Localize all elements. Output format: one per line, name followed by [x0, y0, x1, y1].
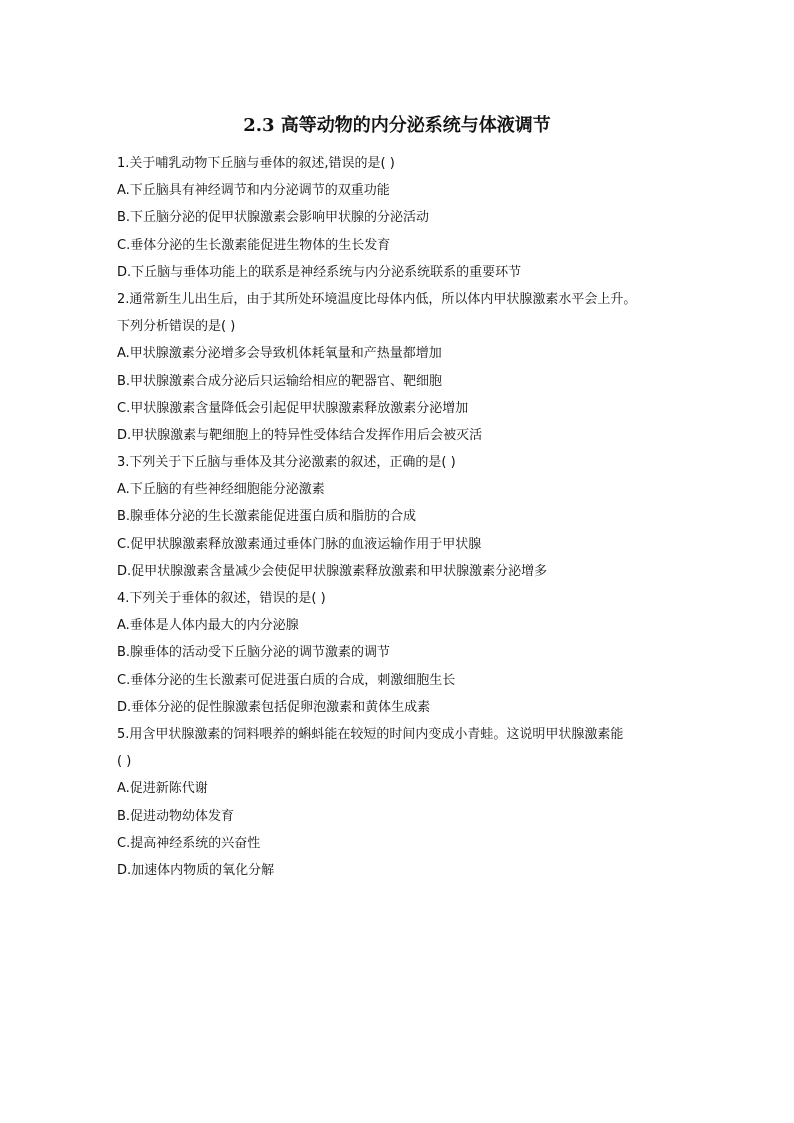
option-b: B.促进动物幼体发育 — [117, 808, 235, 824]
option-c: C.促甲状腺激素释放激素通过垂体门脉的血液运输作用于甲状腺 — [117, 536, 482, 552]
option-c: C.甲状腺激素含量降低会引起促甲状腺激素释放激素分泌增加 — [117, 400, 469, 416]
option-c: C.提高神经系统的兴奋性 — [117, 835, 261, 851]
question-3 — [117, 449, 717, 585]
option-b: B.甲状腺激素合成分泌后只运输给相应的靶器官、靶细胞 — [117, 373, 443, 389]
option-a: A.促进新陈代谢 — [117, 781, 208, 797]
option-c: C.垂体分泌的生长激素可促进蛋白质的合成，刺激细胞生长 — [117, 672, 456, 688]
question-stem: 4.下列关于垂体的叙述，错误的是( ) — [117, 591, 326, 606]
option-d: D.加速体内物质的氧化分解 — [117, 862, 275, 878]
option-b: B.下丘脑分泌的促甲状腺激素会影响甲状腺的分泌活动 — [117, 210, 430, 226]
question-5 — [117, 721, 717, 884]
option-a: A.垂体是人体内最大的内分泌腺 — [117, 618, 299, 634]
option-a: A.甲状腺激素分泌增多会导致机体耗氧量和产热量都增加 — [117, 346, 442, 362]
question-list — [117, 150, 717, 884]
option-d: D.下丘脑与垂体功能上的联系是神经系统与内分泌系统联系的重要环节 — [117, 264, 522, 280]
question-1 — [117, 150, 717, 286]
page-title: 2.3 高等动物的内分泌系统与体液调节 — [243, 115, 551, 136]
option-d: D.甲状腺激素与靶细胞上的特异性受体结合发挥作用后会被灭活 — [117, 427, 483, 443]
question-2 — [117, 286, 717, 449]
question-stem: 5.用含甲状腺激素的饲料喂养的蝌蚪能在较短的时间内变成小青蛙。这说明甲状腺激素能 — [117, 726, 624, 742]
question-stem-continued: ( ) — [117, 754, 132, 770]
option-b: B.腺垂体的活动受下丘脑分泌的调节激素的调节 — [117, 645, 391, 661]
option-a: A.下丘脑的有些神经细胞能分泌激素 — [117, 482, 325, 498]
question-stem: 1.关于哺乳动物下丘脑与垂体的叙述,错误的是( ) — [117, 156, 395, 171]
question-stem: 3.下列关于下丘脑与垂体及其分泌激素的叙述，正确的是( ) — [117, 455, 456, 471]
question-4 — [117, 585, 717, 721]
question-stem-continued: 下列分析错误的是( ) — [117, 319, 236, 335]
question-stem: 2.通常新生儿出生后，由于其所处环境温度比母体内低，所以体内甲状腺激素水平会上升。 — [117, 291, 637, 307]
option-c: C.垂体分泌的生长激素能促进生物体的生长发育 — [117, 237, 391, 253]
option-a: A.下丘脑具有神经调节和内分泌调节的双重功能 — [117, 183, 390, 199]
option-d: D.促甲状腺激素含量减少会使促甲状腺激素释放激素和甲状腺激素分泌增多 — [117, 563, 548, 579]
option-b: B.腺垂体分泌的生长激素能促进蛋白质和脂肪的合成 — [117, 509, 417, 525]
option-d: D.垂体分泌的促性腺激素包括促卵泡激素和黄体生成素 — [117, 699, 431, 715]
